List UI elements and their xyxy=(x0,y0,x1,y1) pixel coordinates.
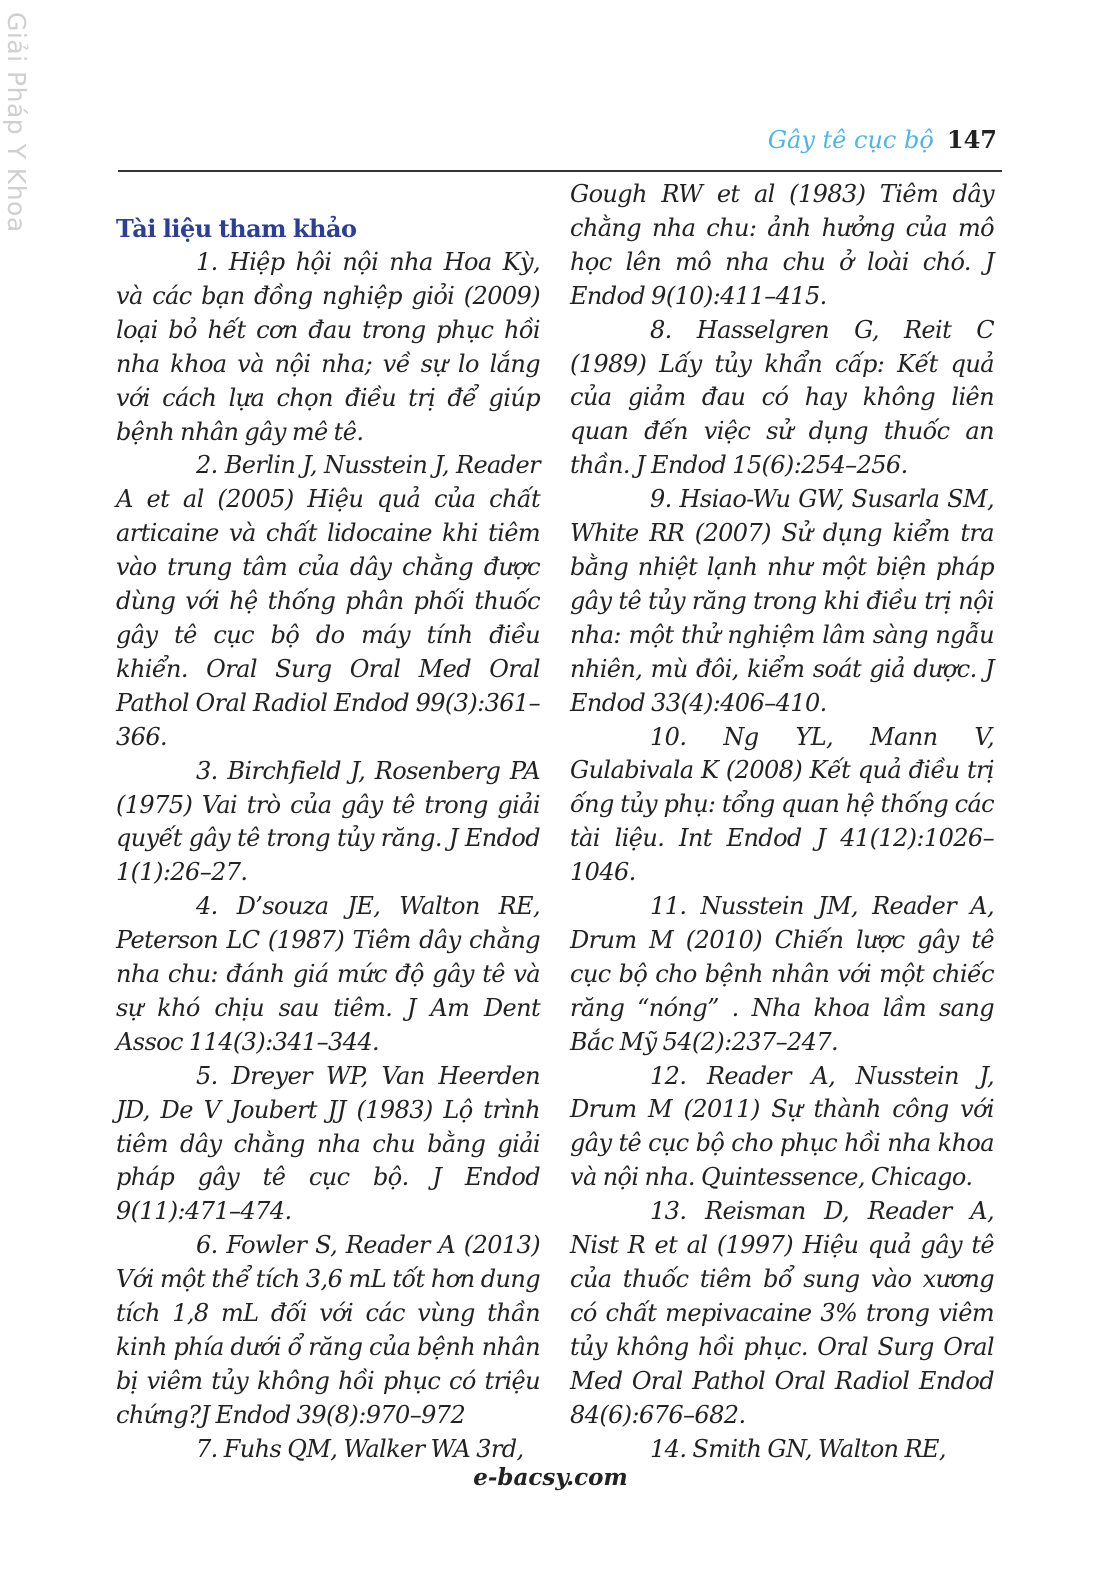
reference-4: 4. D’souza JE, Walton RE, Peterson LC (1987) Tiêm dây chằng nha chu: đánh giá mức độ gây tê và sự khó chịu sau tiêm. J Am Dent Assoc 114(3):341–344. xyxy=(116,892,540,1056)
reference-9: 9. Hsiao-Wu GW, Susarla SM, White RR (2007) Sử dụng kiểm tra bằng nhiệt lạnh như một biện pháp gây tê tủy răng trong khi điều trị nội nha: một thử nghiệm lâm sàng ngẫu nhiên, mù đôi, kiểm soát giả dược. J Endod 33(4):406–410. xyxy=(570,485,994,717)
reference-3: 3. Birchfield J, Rosenberg PA (1975) Vai trò của gây tê trong giải quyết gây tê trong tủy răng. J Endod 1(1):26–27. xyxy=(116,756,540,887)
reference-12: 12. Reader A, Nusstein J, Drum M (2011) Sự thành công với gây tê cục bộ cho phục hồi nha khoa và nội nha. Quintessence, Chicago. xyxy=(570,1061,994,1192)
reference-14-start: 14. Smith GN, Walton RE, xyxy=(650,1434,946,1463)
section-heading: Tài liệu tham khảo xyxy=(116,214,357,243)
reference-10: 10. Ng YL, Mann V, Gulabivala K (2008) Kết quả điều trị ống tủy phụ: tổng quan hệ thống các tài liệu. Int Endod J 41(12):1026–1046. xyxy=(570,722,994,887)
side-watermark: Giải Pháp Y Khoa xyxy=(2,12,31,233)
reference-2: 2. Berlin J, Nusstein J, Reader A et al (2005) Hiệu quả của chất articaine và chất lidocaine khi tiêm vào trung tâm của dây chằng được dùng với hệ thống phân phối thuốc gây tê cục bộ do máy tính điều khiển. Oral Surg Oral Med Oral Pathol Oral Radiol Endod 99(3):361–366. xyxy=(116,451,540,751)
header-rule xyxy=(118,170,1002,172)
right-column xyxy=(570,178,994,1466)
page-number: 147 xyxy=(946,125,997,154)
running-title: Gây tê cục bộ xyxy=(767,126,934,154)
reference-6: 6. Fowler S, Reader A (2013) Với một thể tích 3,6 mL tốt hơn dung tích 1,8 mL đối với các vùng thần kinh phía dưới ổ răng của bệnh nhân bị viêm tủy không hồi phục có triệu chứng?J Endod 39(8):970–972 xyxy=(116,1231,540,1429)
left-column xyxy=(116,212,540,1467)
running-header xyxy=(768,124,997,159)
reference-13: 13. Reisman D, Reader A, Nist R et al (1997) Hiệu quả gây tê của thuốc tiêm bổ sung vào xương có chất mepivacaine 3% trong viêm tủy không hồi phục. Oral Surg Oral Med Oral Pathol Oral Radiol Endod 84(6):676–682. xyxy=(570,1197,994,1429)
reference-1: 1. Hiệp hội nội nha Hoa Kỳ, và các bạn đồng nghiệp giỏi (2009) loại bỏ hết cơn đau trong phục hồi nha khoa và nội nha; về sự lo lắng với cách lựa chọn điều trị để giúp bệnh nhân gây mê tê. xyxy=(116,248,540,446)
reference-7-start: 7. Fuhs QM, Walker WA 3rd, xyxy=(196,1434,524,1463)
reference-8: 8. Hasselgren G, Reit C (1989) Lấy tủy khẩn cấp: Kết quả của giảm đau có hay không liên quan đến việc sử dụng thuốc an thần. J Endod 15(6):254–256. xyxy=(570,315,994,480)
reference-7-continued: Gough RW et al (1983) Tiêm dây chằng nha chu: ảnh hưởng của mô học lên mô nha chu ở loài chó. J Endod 9(10):411–415. xyxy=(570,180,994,310)
reference-5: 5. Dreyer WP, Van Heerden JD, De V Joubert JJ (1983) Lộ trình tiêm dây chằng nha chu bằng giải pháp gây tê cục bộ. J Endod 9(11):471–474. xyxy=(116,1061,540,1226)
reference-11: 11. Nusstein JM, Reader A, Drum M (2010) Chiến lược gây tê cục bộ cho bệnh nhân với một chiếc răng “nóng” . Nha khoa lầm sang Bắc Mỹ 54(2):237–247. xyxy=(570,892,994,1056)
footer-site: e-bacsy.com xyxy=(473,1464,628,1491)
